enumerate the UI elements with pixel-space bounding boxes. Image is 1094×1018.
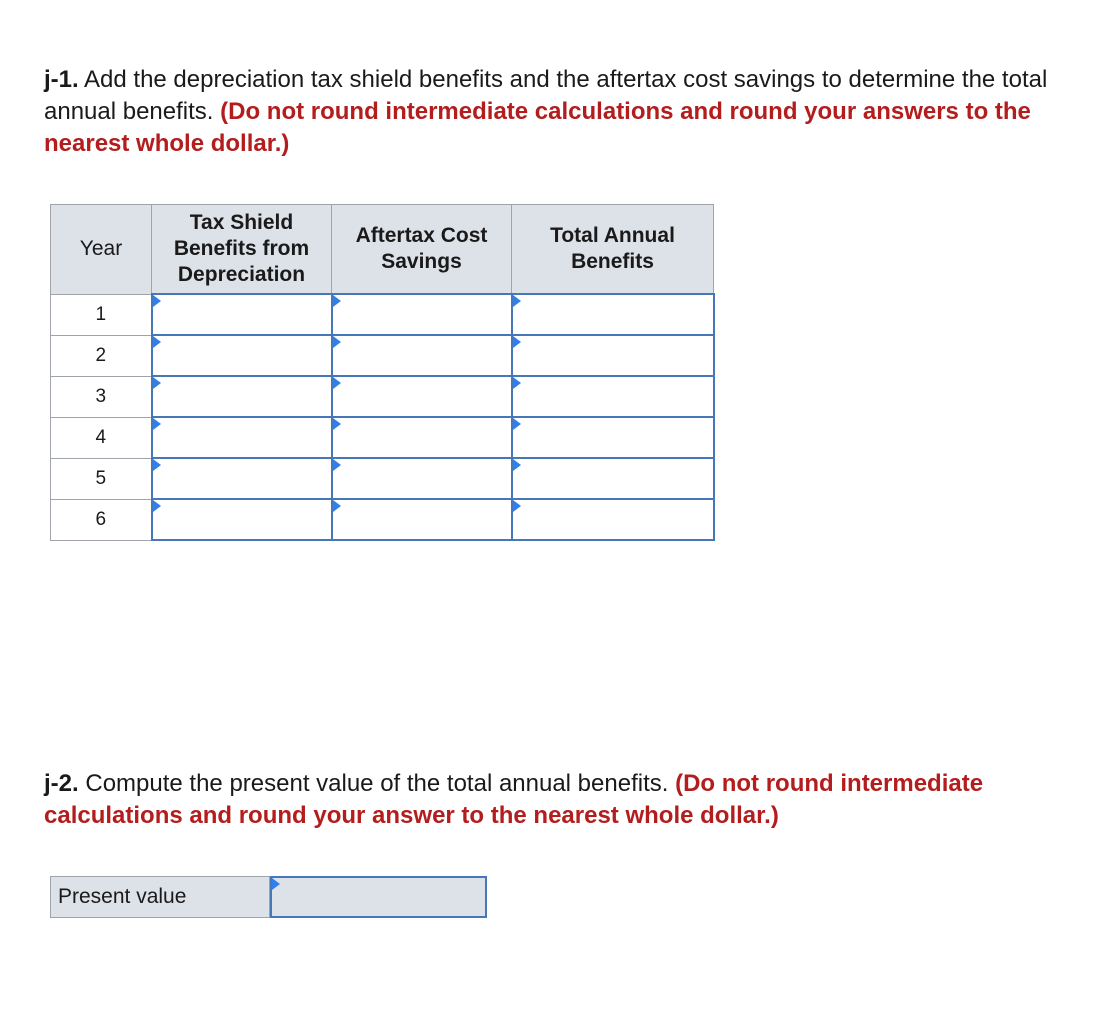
tax-shield-cell <box>152 335 332 376</box>
annual-benefits-table <box>50 204 715 541</box>
input-marker-icon <box>333 295 341 307</box>
input-marker-icon <box>272 878 280 890</box>
header-aftertax-savings: Aftertax Cost Savings <box>332 205 512 295</box>
year-cell: 3 <box>51 376 152 417</box>
total-cell <box>512 294 714 335</box>
present-value-cell <box>270 876 487 918</box>
tax-shield-cell <box>152 499 332 540</box>
table-row <box>51 376 714 417</box>
input-marker-icon <box>333 377 341 389</box>
input-marker-icon <box>153 459 161 471</box>
aftertax-cell <box>332 294 512 335</box>
tax-shield-input-year-2[interactable] <box>153 336 331 375</box>
question-j2 <box>44 768 1084 832</box>
table-row <box>51 458 714 499</box>
input-marker-icon <box>513 377 521 389</box>
total-cell <box>512 376 714 417</box>
year-cell: 2 <box>51 335 152 376</box>
input-marker-icon <box>153 295 161 307</box>
year-cell: 6 <box>51 499 152 540</box>
year-cell: 4 <box>51 417 152 458</box>
input-marker-icon <box>513 459 521 471</box>
aftertax-input-year-5[interactable] <box>333 459 511 498</box>
header-total-benefits: Total Annual Benefits <box>512 205 714 295</box>
table-row <box>51 499 714 540</box>
present-value-label: Present value <box>50 876 270 918</box>
input-marker-icon <box>153 418 161 430</box>
year-cell: 1 <box>51 294 152 335</box>
tax-shield-input-year-3[interactable] <box>153 377 331 416</box>
aftertax-input-year-3[interactable] <box>333 377 511 416</box>
table-header-row <box>51 205 714 295</box>
input-marker-icon <box>513 418 521 430</box>
aftertax-input-year-2[interactable] <box>333 336 511 375</box>
tax-shield-input-year-4[interactable] <box>153 418 331 457</box>
present-value-input[interactable] <box>272 878 485 916</box>
tax-shield-cell <box>152 294 332 335</box>
tax-shield-input-year-1[interactable] <box>153 295 331 334</box>
input-marker-icon <box>513 500 521 512</box>
input-marker-icon <box>153 377 161 389</box>
year-cell: 5 <box>51 458 152 499</box>
total-input-year-6[interactable] <box>513 500 713 539</box>
input-marker-icon <box>513 336 521 348</box>
total-cell <box>512 417 714 458</box>
total-input-year-4[interactable] <box>513 418 713 457</box>
question-j2-text: Compute the present value of the total annual benefits. <box>78 770 676 797</box>
aftertax-input-year-1[interactable] <box>333 295 511 334</box>
present-value-row <box>50 876 487 918</box>
input-marker-icon <box>333 418 341 430</box>
total-cell <box>512 335 714 376</box>
header-year: Year <box>51 205 152 295</box>
input-marker-icon <box>333 336 341 348</box>
table-row <box>51 294 714 335</box>
aftertax-cell <box>332 335 512 376</box>
input-marker-icon <box>153 500 161 512</box>
header-tax-shield: Tax Shield Benefits from Depreciation <box>152 205 332 295</box>
question-j2-instruction: (Do not round intermediate calculations and round your answer to the nearest whole dollar.) <box>44 770 984 829</box>
tax-shield-cell <box>152 458 332 499</box>
aftertax-cell <box>332 458 512 499</box>
aftertax-cell <box>332 376 512 417</box>
tax-shield-cell <box>152 376 332 417</box>
input-marker-icon <box>513 295 521 307</box>
total-input-year-2[interactable] <box>513 336 713 375</box>
total-cell <box>512 499 714 540</box>
question-j1-text: Add the depreciation tax shield benefits and the aftertax cost savings to determine the total annual benefits. <box>44 66 1048 125</box>
input-marker-icon <box>333 500 341 512</box>
table-row <box>51 335 714 376</box>
tax-shield-input-year-5[interactable] <box>153 459 331 498</box>
table-row <box>51 417 714 458</box>
aftertax-input-year-6[interactable] <box>333 500 511 539</box>
question-j1-instruction: (Do not round intermediate calculations and round your answers to the nearest whole dollar.) <box>44 98 1031 157</box>
question-j2-number: j-2. <box>44 770 79 797</box>
aftertax-cell <box>332 417 512 458</box>
question-j1 <box>44 64 1084 160</box>
total-cell <box>512 458 714 499</box>
tax-shield-cell <box>152 417 332 458</box>
total-input-year-1[interactable] <box>513 295 713 334</box>
aftertax-input-year-4[interactable] <box>333 418 511 457</box>
total-input-year-3[interactable] <box>513 377 713 416</box>
question-j1-number: j-1. <box>44 66 79 93</box>
input-marker-icon <box>333 459 341 471</box>
aftertax-cell <box>332 499 512 540</box>
tax-shield-input-year-6[interactable] <box>153 500 331 539</box>
input-marker-icon <box>153 336 161 348</box>
total-input-year-5[interactable] <box>513 459 713 498</box>
